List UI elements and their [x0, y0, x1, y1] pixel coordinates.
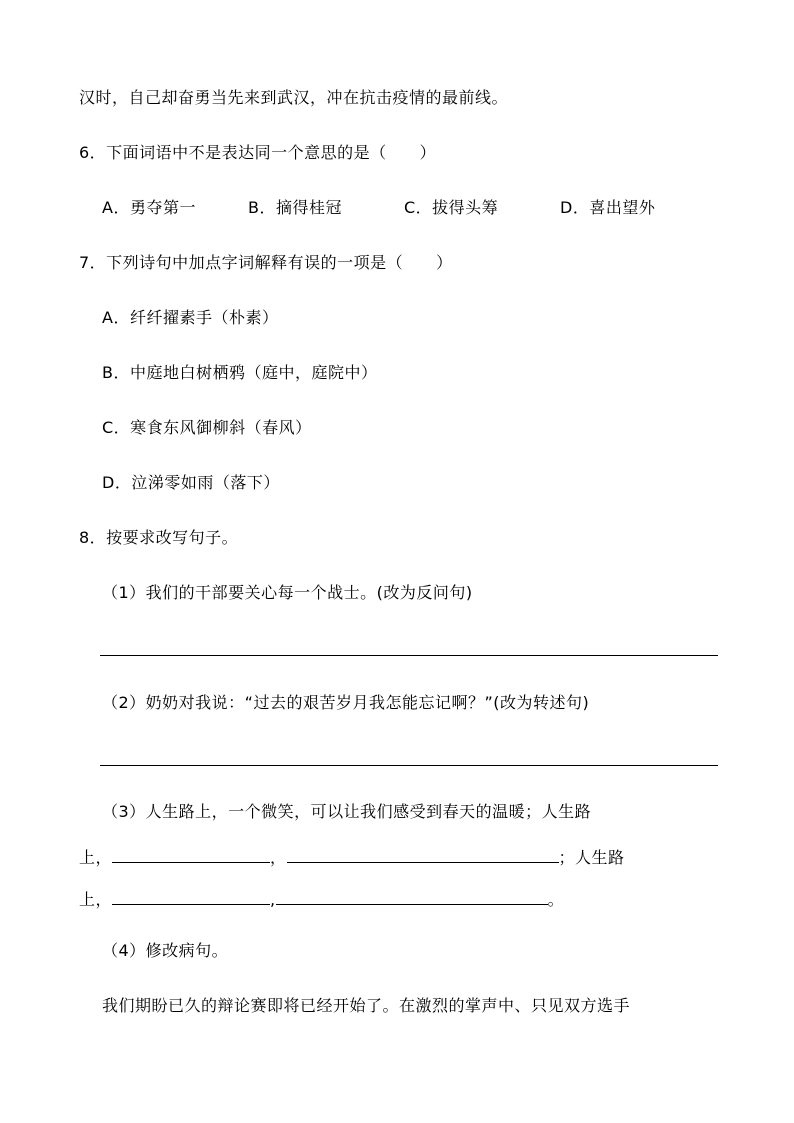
q8-sub4: （4）修改病句。 [102, 941, 229, 960]
q8-sub3-line3-suffix: 。 [547, 890, 565, 909]
q8-sub3-line1: （3）人生路上，一个微笑，可以让我们感受到春天的温暖；人生路 [102, 802, 592, 821]
q8-sub3-blank-2[interactable] [287, 846, 559, 863]
q7-option-c: C．寒食东风御柳斜（春风） [102, 418, 312, 437]
q8-sub3-line2 [79, 846, 625, 868]
q8-sub2: （2）奶奶对我说：“过去的艰苦岁月我怎能忘记啊？”(改为转述句) [102, 693, 590, 712]
q6-option-c: C．拔得头筹 [404, 198, 499, 217]
intro-tail-text: 汉时，自己却奋勇当先来到武汉，冲在抗击疫情的最前线。 [79, 88, 509, 107]
q8-sub1: （1）我们的干部要关心每一个战士。(改为反问句) [102, 583, 473, 602]
q8-stem: 8．按要求改写句子。 [79, 528, 239, 547]
q7-stem: 7．下列诗句中加点字词解释有误的一项是（ ） [79, 253, 453, 272]
q8-sub3-blank-3[interactable] [112, 888, 270, 905]
q8-sub3-line3-prefix: 上， [79, 890, 113, 909]
q8-sub3-line2-comma: ， [270, 848, 287, 867]
q7-option-d: D．泣涕零如雨（落下） [102, 473, 280, 492]
q6-option-b: B．摘得桂冠 [248, 198, 342, 217]
q6-option-a: A．勇夺第一 [102, 198, 196, 217]
q7-option-b: B．中庭地白树栖鸦（庭中，庭院中） [102, 363, 378, 382]
q6-stem: 6．下面词语中不是表达同一个意思的是（ ） [79, 143, 437, 162]
q8-sub3-line3-comma: , [270, 890, 276, 909]
q8-sub3-blank-1[interactable] [112, 846, 270, 863]
q8-sub3-line3 [79, 888, 564, 910]
q8-sub3-line2-prefix: 上， [79, 848, 113, 867]
q8-sub4-text: 我们期盼已久的辩论赛即将已经开始了。在激烈的掌声中、只见双方选手 [102, 996, 631, 1015]
q6-options [102, 198, 655, 218]
q8-sub3-blank-4[interactable] [276, 888, 548, 905]
q8-sub1-answer-line[interactable] [100, 655, 718, 656]
q8-sub2-answer-line[interactable] [100, 765, 718, 766]
q7-option-a: A．纤纤擢素手（朴素） [102, 308, 279, 327]
q8-sub3-line2-suffix: ；人生路 [558, 848, 625, 867]
q6-option-d: D．喜出望外 [560, 198, 656, 217]
